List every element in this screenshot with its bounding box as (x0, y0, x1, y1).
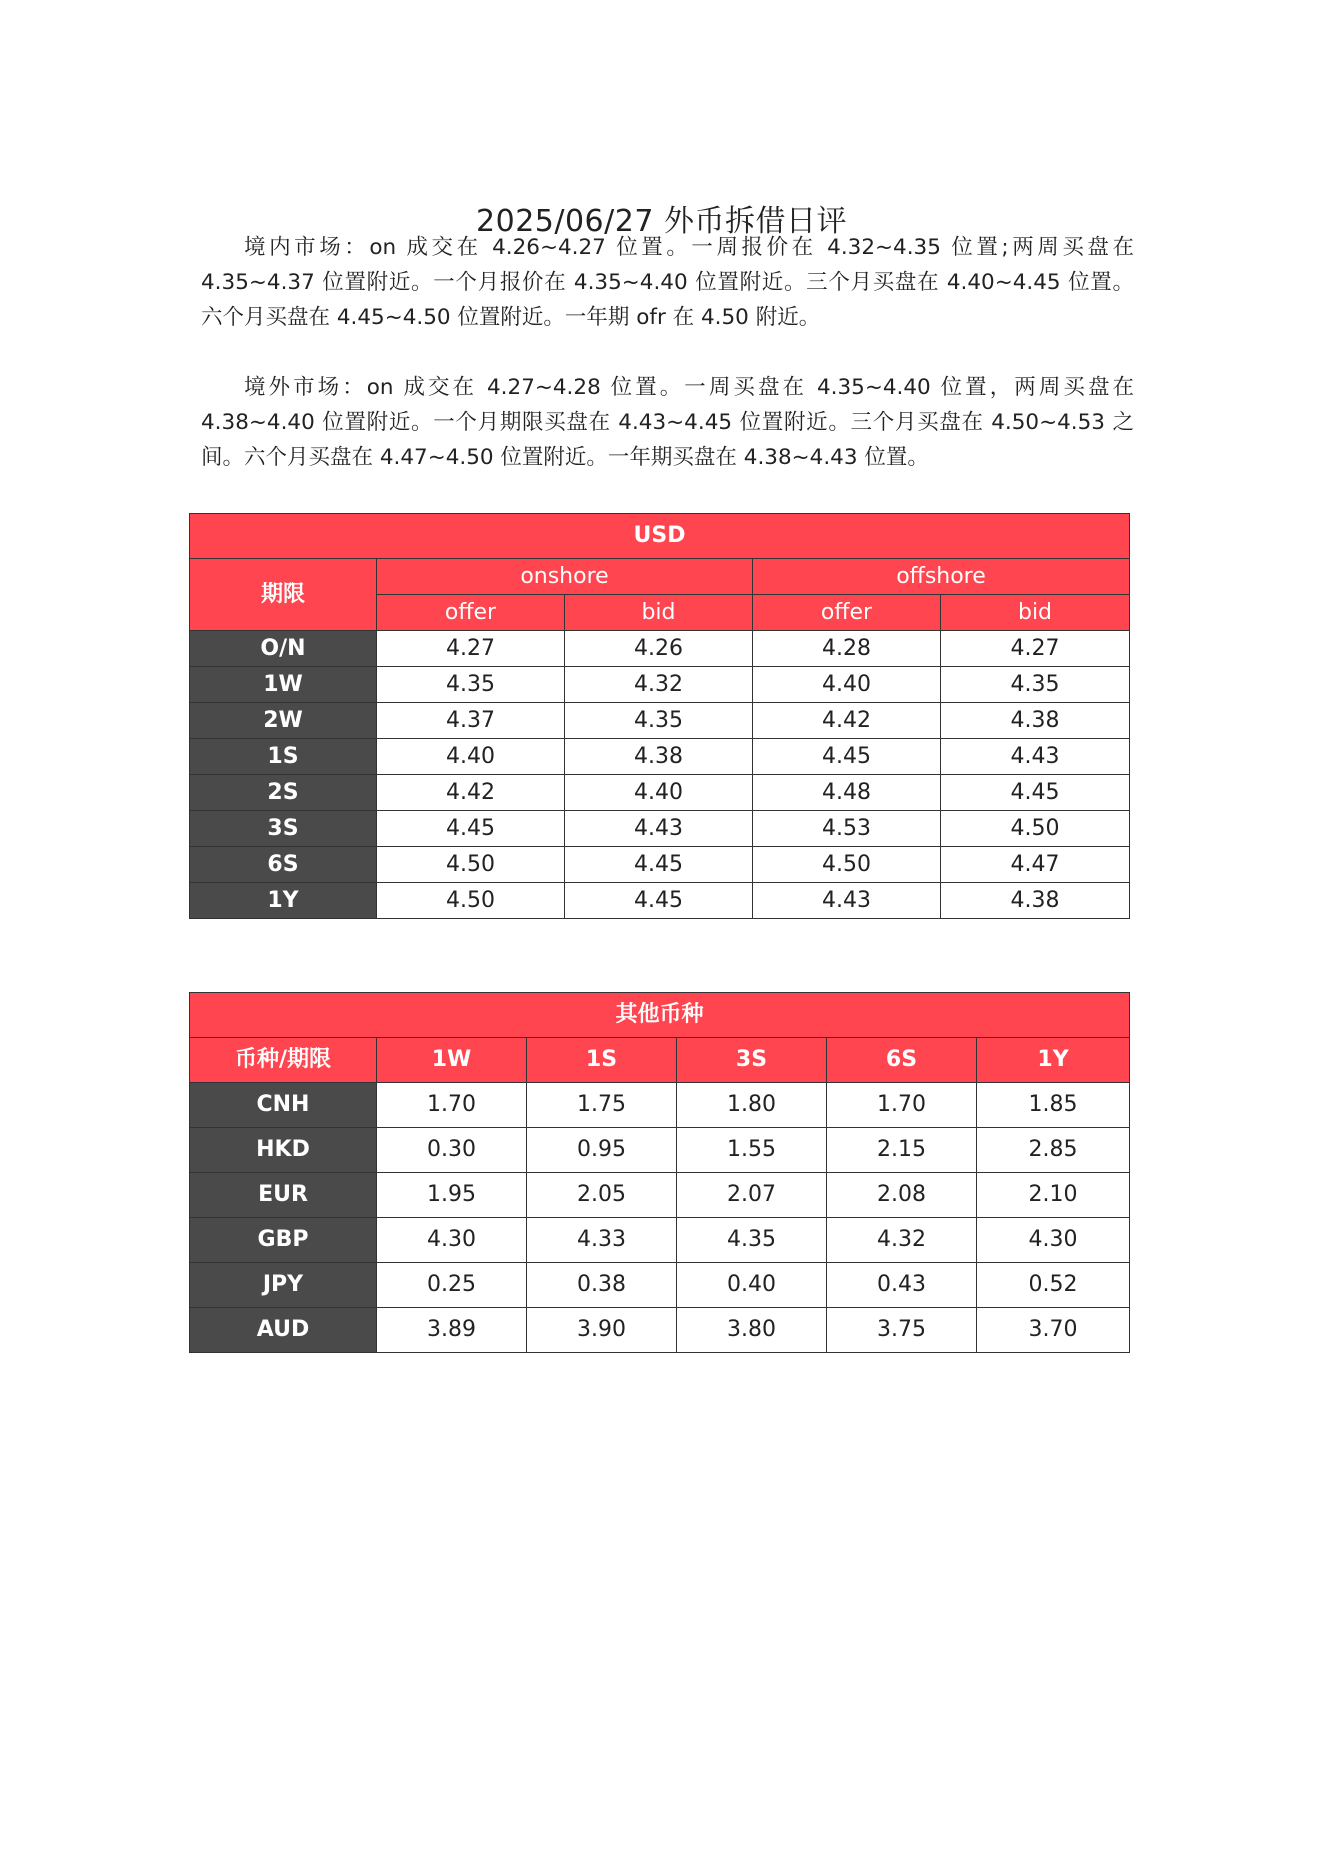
rate-cell: 4.38 (565, 739, 753, 775)
table-row (190, 703, 1130, 739)
rate-cell: 0.43 (827, 1263, 977, 1308)
rate-cell: 3.89 (377, 1308, 527, 1353)
rate-cell: 2.08 (827, 1173, 977, 1218)
rate-cell: 4.30 (977, 1218, 1130, 1263)
rate-cell: 4.42 (377, 775, 565, 811)
other-currencies-table (189, 992, 1130, 1353)
offshore-group-header: offshore (753, 559, 1130, 595)
table-row (190, 883, 1130, 919)
rate-cell: 1.80 (677, 1083, 827, 1128)
table-row (190, 631, 1130, 667)
rate-cell: 0.52 (977, 1263, 1130, 1308)
rate-cell: 3.75 (827, 1308, 977, 1353)
term-label: 6S (190, 847, 377, 883)
rate-cell: 4.37 (377, 703, 565, 739)
rate-cell: 4.53 (753, 811, 941, 847)
term-label: 1S (190, 739, 377, 775)
rate-cell: 4.42 (753, 703, 941, 739)
rate-cell: 4.35 (565, 703, 753, 739)
currency-label: EUR (190, 1173, 377, 1218)
other-table-title: 其他币种 (190, 993, 1130, 1038)
onshore-bid-header: bid (565, 595, 753, 631)
rate-cell: 0.25 (377, 1263, 527, 1308)
rate-cell: 2.07 (677, 1173, 827, 1218)
rate-cell: 4.27 (377, 631, 565, 667)
currency-label: JPY (190, 1263, 377, 1308)
onshore-group-header: onshore (377, 559, 753, 595)
rate-cell: 4.27 (941, 631, 1130, 667)
rate-cell: 4.38 (941, 703, 1130, 739)
rate-cell: 0.30 (377, 1128, 527, 1173)
rate-cell: 4.50 (941, 811, 1130, 847)
rate-cell: 4.38 (941, 883, 1130, 919)
rate-cell: 4.26 (565, 631, 753, 667)
rate-cell: 1.85 (977, 1083, 1130, 1128)
table-row (190, 1218, 1130, 1263)
rate-cell: 4.30 (377, 1218, 527, 1263)
onshore-offer-header: offer (377, 595, 565, 631)
rate-cell: 4.43 (565, 811, 753, 847)
rate-cell: 4.43 (753, 883, 941, 919)
rate-cell: 4.35 (377, 667, 565, 703)
rate-cell: 4.33 (527, 1218, 677, 1263)
rate-cell: 4.35 (941, 667, 1130, 703)
term-header: 期限 (190, 559, 377, 631)
rate-cell: 4.32 (565, 667, 753, 703)
term-header-1w: 1W (377, 1038, 527, 1083)
term-label: 1W (190, 667, 377, 703)
rate-cell: 4.32 (827, 1218, 977, 1263)
term-header-1s: 1S (527, 1038, 677, 1083)
rate-cell: 4.50 (377, 847, 565, 883)
currency-label: CNH (190, 1083, 377, 1128)
rate-cell: 1.55 (677, 1128, 827, 1173)
rate-cell: 1.70 (377, 1083, 527, 1128)
term-label: 2S (190, 775, 377, 811)
rate-cell: 4.45 (565, 883, 753, 919)
currency-label: GBP (190, 1218, 377, 1263)
usd-rates-table (189, 513, 1130, 919)
rate-cell: 3.70 (977, 1308, 1130, 1353)
rate-cell: 3.90 (527, 1308, 677, 1353)
currency-label: HKD (190, 1128, 377, 1173)
table-row (190, 1128, 1130, 1173)
rate-cell: 1.75 (527, 1083, 677, 1128)
term-label: O/N (190, 631, 377, 667)
rate-cell: 2.10 (977, 1173, 1130, 1218)
rate-cell: 4.43 (941, 739, 1130, 775)
rate-cell: 0.40 (677, 1263, 827, 1308)
rate-cell: 4.45 (753, 739, 941, 775)
table-row (190, 847, 1130, 883)
currency-label: AUD (190, 1308, 377, 1353)
term-label: 3S (190, 811, 377, 847)
rate-cell: 4.50 (753, 847, 941, 883)
rate-cell: 2.15 (827, 1128, 977, 1173)
rate-cell: 4.40 (377, 739, 565, 775)
rate-cell: 0.95 (527, 1128, 677, 1173)
rate-cell: 2.85 (977, 1128, 1130, 1173)
rate-cell: 4.50 (377, 883, 565, 919)
table-row (190, 811, 1130, 847)
rate-cell: 3.80 (677, 1308, 827, 1353)
rate-cell: 4.45 (565, 847, 753, 883)
table-row (190, 1083, 1130, 1128)
rate-cell: 1.70 (827, 1083, 977, 1128)
term-label: 2W (190, 703, 377, 739)
rate-cell: 4.48 (753, 775, 941, 811)
table-row (190, 1173, 1130, 1218)
onshore-market-paragraph: 境内市场：on 成交在 4.26~4.27 位置。一周报价在 4.32~4.35 位置;两周买盘在 4.35~4.37 位置附近。一个月报价在 4.35~4.40 位置附近。三个月买盘在 4.40~4.45 位置。六个月买盘在 4.45~4.50 位置附近。一年期 ofr 在 4.50 附近。 (201, 235, 1134, 330)
term-header-1y: 1Y (977, 1038, 1130, 1083)
term-header-3s: 3S (677, 1038, 827, 1083)
offshore-offer-header: offer (753, 595, 941, 631)
usd-table-title: USD (190, 514, 1130, 559)
rate-cell: 1.95 (377, 1173, 527, 1218)
rate-cell: 4.40 (753, 667, 941, 703)
rate-cell: 2.05 (527, 1173, 677, 1218)
rate-cell: 4.47 (941, 847, 1130, 883)
rate-cell: 4.40 (565, 775, 753, 811)
currency-term-header: 币种/期限 (190, 1038, 377, 1083)
offshore-bid-header: bid (941, 595, 1130, 631)
rate-cell: 4.35 (677, 1218, 827, 1263)
table-row (190, 1308, 1130, 1353)
table-row (190, 667, 1130, 703)
rate-cell: 4.45 (941, 775, 1130, 811)
table-row (190, 775, 1130, 811)
page-title: 2025/06/27 外币拆借日评 (476, 204, 847, 240)
table-row (190, 739, 1130, 775)
term-label: 1Y (190, 883, 377, 919)
rate-cell: 4.28 (753, 631, 941, 667)
term-header-6s: 6S (827, 1038, 977, 1083)
offshore-market-paragraph: 境外市场：on 成交在 4.27~4.28 位置。一周买盘在 4.35~4.40 位置，两周买盘在 4.38~4.40 位置附近。一个月期限买盘在 4.43~4.45 位置附近。三个月买盘在 4.50~4.53 之间。六个月买盘在 4.47~4.50 位置附近。一年期买盘在 4.38~4.43 位置。 (201, 375, 1134, 470)
rate-cell: 4.45 (377, 811, 565, 847)
rate-cell: 0.38 (527, 1263, 677, 1308)
table-row (190, 1263, 1130, 1308)
